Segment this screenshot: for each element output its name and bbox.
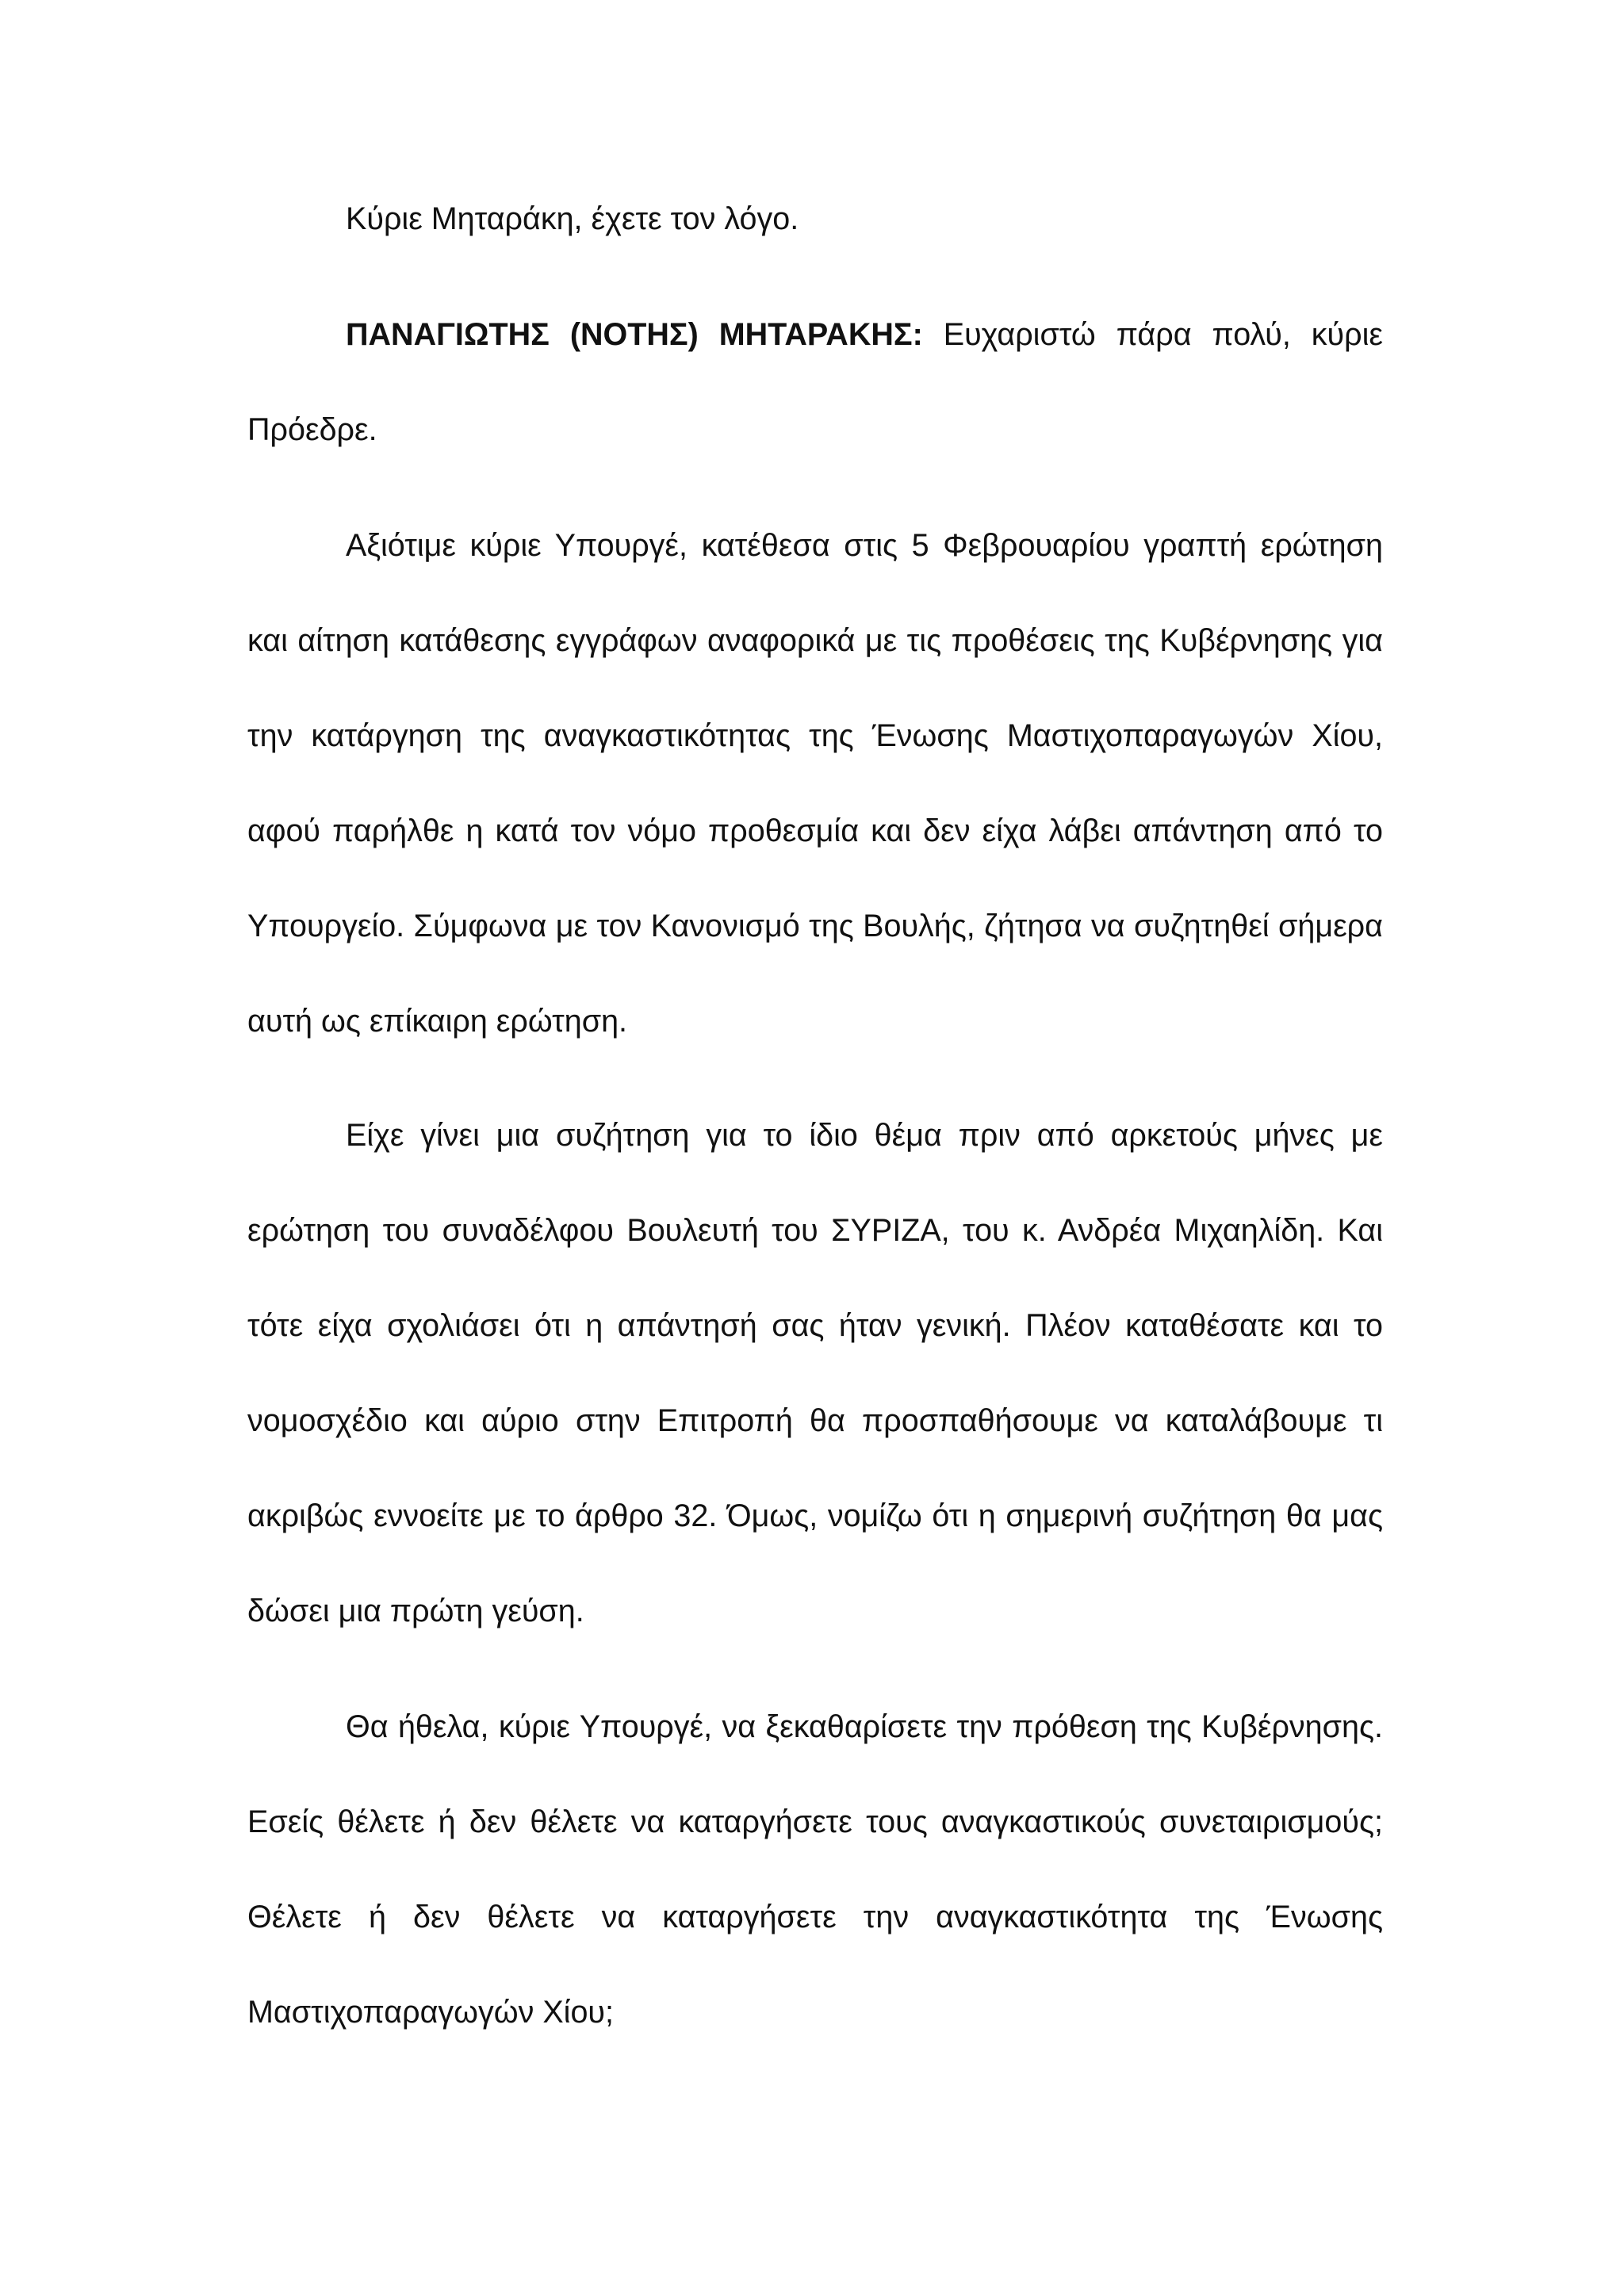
paragraph-previous-discussion bbox=[247, 1088, 1383, 1659]
paragraph-question-background bbox=[247, 498, 1383, 1069]
paragraph-text: Αξιότιμε κύριε Υπουργέ, κατέθεσα στις 5 Φεβρουαρίου γραπτή ερώτηση και αίτηση κατάθεσης εγγράφων αναφορικά με τις προθέσεις της Κυβέρνησης για την κατάργηση της αναγκαστικότητας της Ένωσης Μαστιχοπαραγωγών Χίου, αφού παρήλθε η κατά τον νόμο προθεσμία και δεν είχα λάβει απάντηση από το Υπουργείο. Σύμφωνα με τον Κανονισμό της Βουλής, ζήτησα να συζητηθεί σήμερα αυτή ως επίκαιρη ερώτηση. bbox=[247, 528, 1383, 1039]
paragraph-text: Κύριε Μηταράκη, έχετε τον λόγο. bbox=[346, 201, 799, 236]
paragraph-text: Είχε γίνει μια συζήτηση για το ίδιο θέμα πριν από αρκετούς μήνες με ερώτηση του συναδέλφου Βουλευτή του ΣΥΡΙΖΑ, του κ. Ανδρέα Μιχαηλίδη. Και τότε είχα σχολιάσει ότι η απάντησή σας ήταν γενική. Πλέον καταθέσατε και το νομοσχέδιο και αύριο στην Επιτροπή θα προσπαθήσουμε να καταλάβουμε τι ακριβώς εννοείτε με το άρθρο 32. Όμως, νομίζω ότι η σημερινή συζήτηση θα μας δώσει μια πρώτη γεύση. bbox=[247, 1118, 1383, 1628]
paragraph-text: Θα ήθελα, κύριε Υπουργέ, να ξεκαθαρίσετε την πρόθεση της Κυβέρνησης. Εσείς θέλετε ή δεν θέλετε να καταργήσετε τους αναγκαστικούς συνεταιρισμούς; Θέλετε ή δεν θέλετε να καταργήσετε την αναγκαστικότητα της Ένωσης Μαστιχοπαραγωγών Χίου; bbox=[247, 1709, 1383, 2030]
paragraph-text: Ευχαριστώ πάρα πολύ, κύριε Πρόεδρε. bbox=[247, 317, 1383, 447]
paragraph-chair-remark bbox=[247, 171, 1383, 266]
paragraph-direct-question bbox=[247, 1679, 1383, 2060]
paragraph-speaker-intro bbox=[247, 287, 1383, 477]
speaker-name: ΠΑΝΑΓΙΩΤΗΣ (ΝΟΤΗΣ) ΜΗΤΑΡΑΚΗΣ: bbox=[346, 317, 923, 352]
